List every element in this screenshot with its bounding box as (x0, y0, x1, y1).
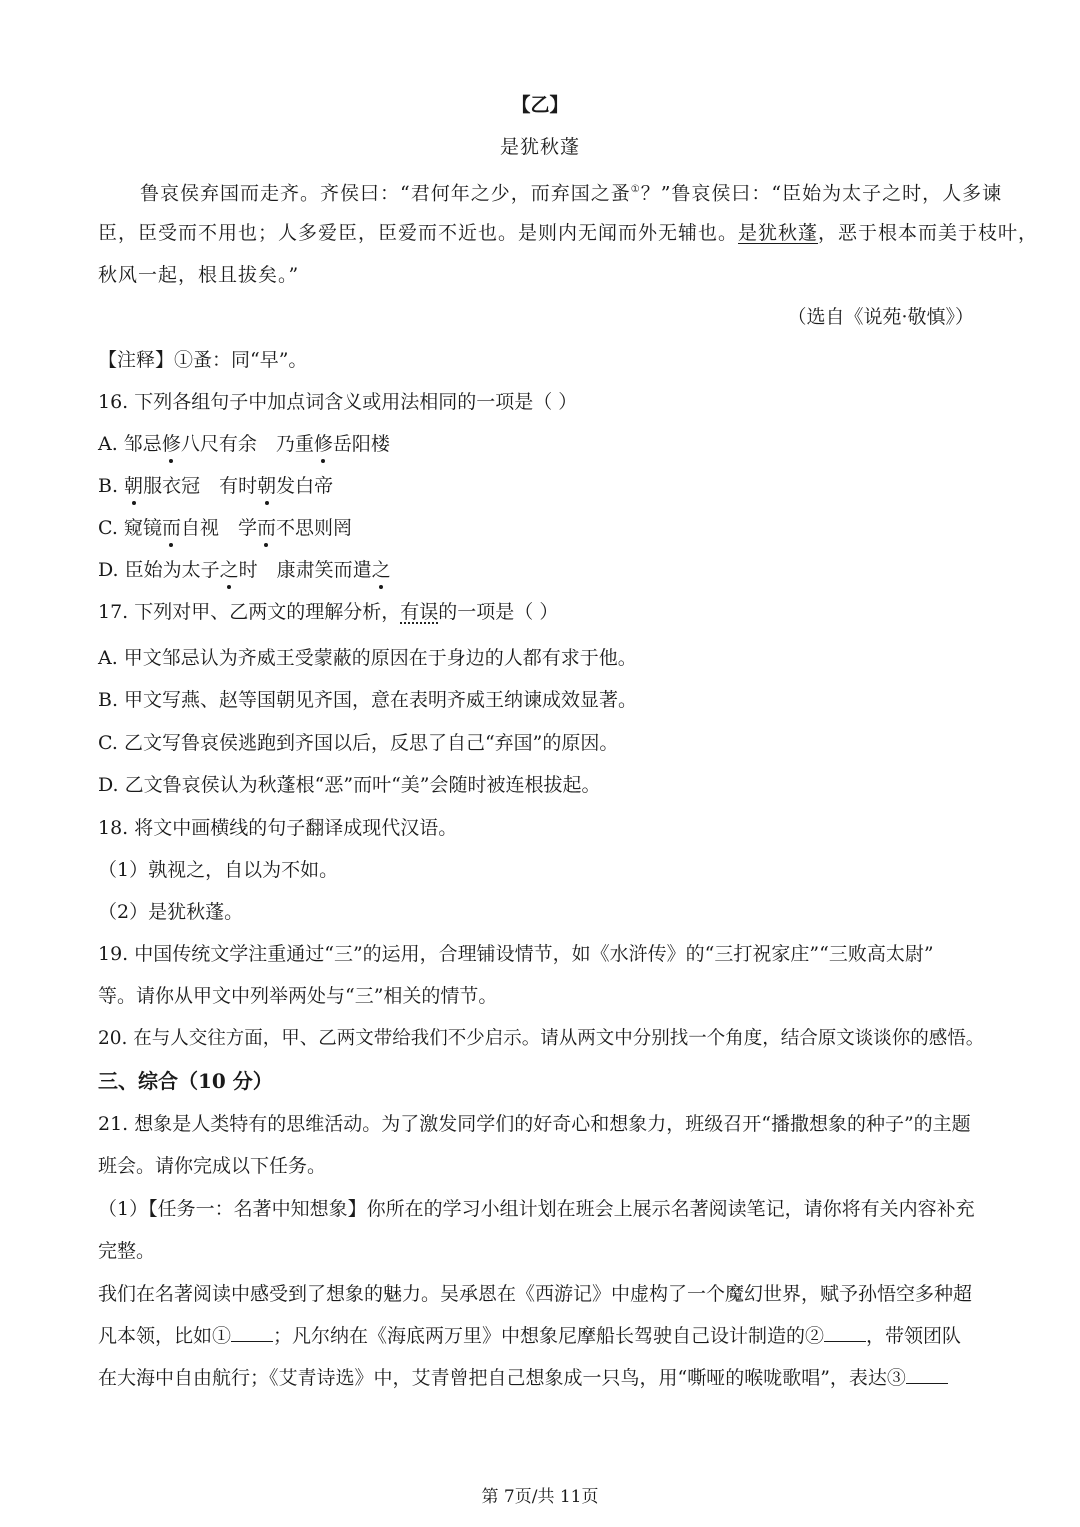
stem-text: 的一项是（ ） (438, 601, 559, 623)
option-text: 岳阳楼 (332, 433, 390, 455)
answer-blank-2[interactable] (824, 1323, 866, 1342)
q16-option-b (98, 473, 333, 499)
option-text: 八尺有余 乃重 (180, 433, 314, 455)
page-footer: 第 7页/共 11页 (481, 1487, 599, 1507)
q17-option-c: C. 乙文写鲁哀侯逃跑到齐国以后，反思了自己“弃国”的原因。 (98, 732, 619, 754)
question-16-stem: 16. 下列各组句子中加点词含义或用法相同的一项是（ ） (98, 391, 578, 413)
passage-line-2 (98, 220, 1038, 246)
note-text: ；凡尔纳在《海底两万里》中想象尼摩船长驾驶自己设计制造的② (273, 1325, 825, 1347)
question-21-line-2: 班会。请你完成以下任务。 (98, 1155, 327, 1177)
task-1-line-2: 完整。 (98, 1240, 156, 1262)
note-text: ，带领团队 (866, 1325, 962, 1347)
q16-option-c (98, 515, 352, 541)
underlined-sentence: 是犹秋蓬 (738, 222, 819, 244)
passage-text: ，恶于根本而美于枝叶， (818, 222, 1039, 244)
q17-option-b: B. 甲文写燕、赵等国朝见齐国，意在表明齐威王纳谏成效显著。 (98, 689, 638, 711)
annotation-note: 【注释】①蚤：同“早”。 (98, 349, 308, 371)
q17-option-a: A. 甲文邹忌认为齐威王受蒙蔽的原因在于身边的人都有求于他。 (98, 647, 637, 669)
option-text: D. 臣始为太子 (98, 559, 220, 581)
section-3-heading: 三、综合（10 分） (98, 1069, 273, 1093)
question-21-line-1: 21. 想象是人类特有的思维活动。为了激发同学们的好奇心和想象力，班级召开“播撒想象的种子”的主题 (98, 1113, 971, 1135)
passage-source: （选自《说苑·敬慎》） (787, 306, 974, 328)
dotted-word: 之 (219, 559, 239, 581)
footnote-marker: ① (630, 184, 641, 195)
dotted-word: 而 (161, 517, 181, 539)
note-text: 凡本领，比如① (98, 1325, 232, 1347)
passage-text: 臣，臣受而不用也；人多爱臣，臣爱而不近也。是则内无闻而外无辅也。 (98, 222, 739, 244)
passage-text: ？”鲁哀侯曰：“臣始为太子之时，人多谏 (640, 182, 1003, 205)
dotted-word: 而 (256, 517, 276, 539)
passage-text: 鲁哀侯弃国而走齐。齐侯曰：“君何年之少，而弃国之蚤 (140, 182, 631, 205)
question-19-line-2: 等。请你从甲文中列举两处与“三”相关的情节。 (98, 985, 498, 1007)
dotted-word: 朝 (257, 475, 277, 497)
q18-sentence-1: （1）孰视之，自以为不如。 (98, 859, 339, 881)
passage-line-3: 秋风一起，根且拔矣。” (98, 264, 300, 286)
q16-option-d (98, 557, 391, 583)
dotted-word: 修 (313, 433, 333, 455)
q17-option-d: D. 乙文鲁哀侯认为秋蓬根“恶”而叶“美”会随时被连根拔起。 (98, 774, 601, 796)
dotted-word: 修 (161, 433, 181, 455)
reading-note-line-1: 我们在名著阅读中感受到了想象的魅力。吴承恩在《西游记》中虚构了一个魔幻世界，赋予孙悟空多种超 (98, 1283, 973, 1305)
reading-note-line-3 (98, 1365, 948, 1391)
task-1-line-1: （1）【任务一：名著中知想象】你所在的学习小组计划在班会上展示名著阅读笔记，请你将有关内容补充 (98, 1198, 975, 1220)
option-text: 服衣冠 有时 (143, 475, 258, 497)
option-text: 发白帝 (276, 475, 334, 497)
option-text: C. 窥镜 (98, 517, 162, 539)
option-text: B. (98, 475, 125, 497)
dotted-word: 朝 (124, 475, 144, 497)
question-19-line-1: 19. 中国传统文学注重通过“三”的运用，合理铺设情节，如《水浒传》的“三打祝家庄”“三败高太尉” (98, 943, 934, 965)
stem-text: 17. 下列对甲、乙两文的理解分析， (98, 601, 401, 623)
passage-title: 是犹秋蓬 (499, 136, 580, 158)
question-18-stem: 18. 将文中画横线的句子翻译成现代汉语。 (98, 817, 458, 839)
question-17-stem (98, 599, 558, 625)
option-text: A. 邹忌 (98, 433, 162, 455)
option-text: 时 康肃笑而遣 (238, 559, 372, 581)
answer-blank-1[interactable] (231, 1323, 273, 1342)
reading-note-line-2 (98, 1323, 961, 1349)
answer-blank-3[interactable] (906, 1365, 948, 1384)
option-text: 不思则罔 (276, 517, 353, 539)
passage-label: 【乙】 (511, 94, 569, 116)
question-20: 20. 在与人交往方面，甲、乙两文带给我们不少启示。请从两文中分别找一个角度，结合原文谈谈你的感悟。 (98, 1028, 985, 1049)
note-text: 在大海中自由航行；《艾青诗选》中，艾青曾把自己想象成一只鸟，用“嘶哑的喉咙歌唱”，表达③ (98, 1367, 906, 1389)
q16-option-a (98, 431, 390, 457)
dotted-word: 之 (371, 559, 391, 581)
passage-line-1 (140, 177, 1002, 206)
q18-sentence-2: （2）是犹秋蓬。 (98, 901, 244, 923)
option-text: 自视 学 (180, 517, 257, 539)
emphasized-word: 有误 (400, 601, 439, 623)
